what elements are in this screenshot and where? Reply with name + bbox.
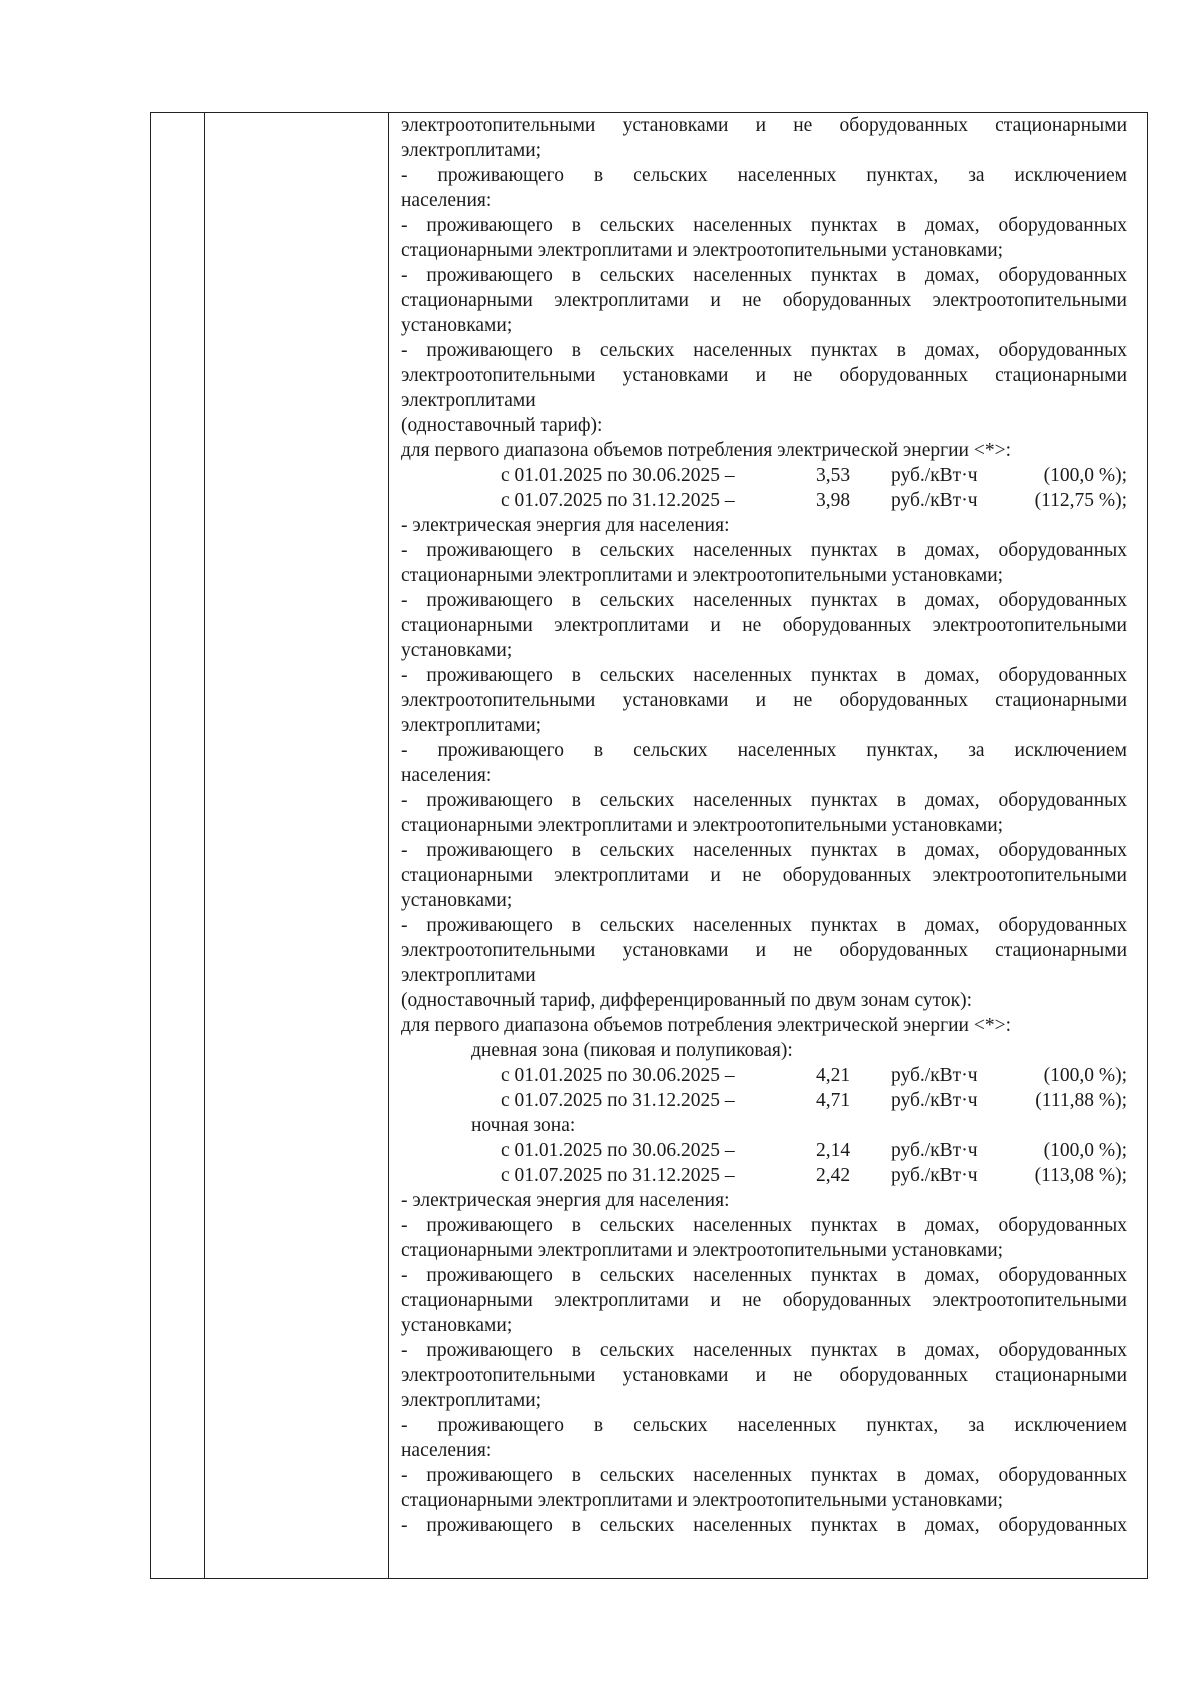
rate-percent: (112,75 %); bbox=[1034, 490, 1127, 511]
text-line: стационарными электроплитами и электроотопительными установками; bbox=[401, 815, 1004, 836]
rate-period: с 01.01.2025 по 30.06.2025 – bbox=[501, 1140, 735, 1161]
text-line: (одноставочный тариф, дифференцированный по двум зонам суток): bbox=[401, 990, 972, 1011]
text-line: электроотопительными установками и не оборудованных стационарными bbox=[401, 1365, 1127, 1386]
text-line: электроплитами bbox=[401, 965, 536, 986]
text-line: стационарными электроплитами и электроотопительными установками; bbox=[401, 565, 1004, 586]
text-line: стационарными электроплитами и не оборудованных электроотопительными bbox=[401, 865, 1127, 886]
text-line: - электрическая энергия для населения: bbox=[401, 1190, 730, 1211]
text-line: стационарными электроплитами и не оборудованных электроотопительными bbox=[401, 290, 1127, 311]
text-line: электроплитами; bbox=[401, 140, 542, 161]
text-line: для первого диапазона объемов потребления электрической энергии <*>: bbox=[401, 440, 1012, 461]
rate-unit: руб./кВт·ч bbox=[891, 1165, 978, 1186]
text-line: стационарными электроплитами и электроотопительными установками; bbox=[401, 1240, 1004, 1261]
text-line: - проживающего в сельских населенных пунктах, за исключением bbox=[401, 740, 1127, 761]
time-zone-heading: ночная зона: bbox=[471, 1115, 576, 1136]
text-line: электроотопительными установками и не оборудованных стационарными bbox=[401, 115, 1127, 136]
tariff-rate-row bbox=[401, 1063, 1127, 1088]
rate-percent: (113,08 %); bbox=[1034, 1165, 1127, 1186]
rate-percent: (111,88 %); bbox=[1035, 1090, 1127, 1111]
text-line: стационарными электроплитами и не оборудованных электроотопительными bbox=[401, 1290, 1127, 1311]
rate-percent: (100,0 %); bbox=[1043, 1140, 1127, 1161]
rate-value: 2,14 bbox=[816, 1140, 851, 1161]
text-line: - проживающего в сельских населенных пунктах в домах, оборудованных bbox=[401, 1215, 1127, 1236]
text-line: - проживающего в сельских населенных пунктах в домах, оборудованных bbox=[401, 340, 1127, 361]
text-line: - проживающего в сельских населенных пунктах в домах, оборудованных bbox=[401, 540, 1127, 561]
text-line: - проживающего в сельских населенных пунктах в домах, оборудованных bbox=[401, 665, 1127, 686]
text-line: установками; bbox=[401, 315, 513, 336]
rate-period: с 01.01.2025 по 30.06.2025 – bbox=[501, 1065, 735, 1086]
text-line: - электрическая энергия для населения: bbox=[401, 515, 730, 536]
rate-period: с 01.07.2025 по 31.12.2025 – bbox=[501, 490, 735, 511]
text-line: электроплитами; bbox=[401, 715, 542, 736]
rate-percent: (100,0 %); bbox=[1043, 1065, 1127, 1086]
text-line: установками; bbox=[401, 640, 513, 661]
tariff-rate-row bbox=[401, 463, 1127, 488]
text-line: населения: bbox=[401, 190, 492, 211]
rate-value: 3,53 bbox=[816, 465, 851, 486]
text-line: - проживающего в сельских населенных пунктах в домах, оборудованных bbox=[401, 840, 1127, 861]
text-line: установками; bbox=[401, 890, 513, 911]
text-line: - проживающего в сельских населенных пунктах в домах, оборудованных bbox=[401, 1340, 1127, 1361]
rate-unit: руб./кВт·ч bbox=[891, 1090, 978, 1111]
rate-value: 3,98 bbox=[816, 490, 851, 511]
tariff-rate-row bbox=[401, 1138, 1127, 1163]
column-divider bbox=[204, 113, 205, 1578]
rate-period: с 01.01.2025 по 30.06.2025 – bbox=[501, 465, 735, 486]
text-line: - проживающего в сельских населенных пунктах в домах, оборудованных bbox=[401, 590, 1127, 611]
rate-value: 2,42 bbox=[816, 1165, 851, 1186]
text-line: - проживающего в сельских населенных пунктах в домах, оборудованных bbox=[401, 1265, 1127, 1286]
rate-period: с 01.07.2025 по 31.12.2025 – bbox=[501, 1165, 735, 1186]
tariff-rate-row bbox=[401, 1163, 1127, 1188]
text-line: электроотопительными установками и не оборудованных стационарными bbox=[401, 690, 1127, 711]
rate-unit: руб./кВт·ч bbox=[891, 1140, 978, 1161]
tariff-table bbox=[150, 112, 1148, 1579]
text-line: - проживающего в сельских населенных пунктах в домах, оборудованных bbox=[401, 915, 1127, 936]
rate-percent: (100,0 %); bbox=[1043, 465, 1127, 486]
text-line: населения: bbox=[401, 1440, 492, 1461]
text-line: электроотопительными установками и не оборудованных стационарными bbox=[401, 940, 1127, 961]
text-line: населения: bbox=[401, 765, 492, 786]
rate-value: 4,71 bbox=[816, 1090, 851, 1111]
tariff-rate-row bbox=[401, 1088, 1127, 1113]
text-line: - проживающего в сельских населенных пунктах, за исключением bbox=[401, 1415, 1127, 1436]
text-line: - проживающего в сельских населенных пунктах в домах, оборудованных bbox=[401, 215, 1127, 236]
text-line: стационарными электроплитами и не оборудованных электроотопительными bbox=[401, 615, 1127, 636]
text-line: - проживающего в сельских населенных пунктах в домах, оборудованных bbox=[401, 790, 1127, 811]
text-line: - проживающего в сельских населенных пунктах в домах, оборудованных bbox=[401, 1515, 1127, 1536]
text-line: (одноставочный тариф): bbox=[401, 415, 603, 436]
tariff-description-cell bbox=[401, 113, 1127, 1538]
text-line: - проживающего в сельских населенных пунктах в домах, оборудованных bbox=[401, 265, 1127, 286]
text-line: установками; bbox=[401, 1315, 513, 1336]
tariff-rate-row bbox=[401, 488, 1127, 513]
rate-unit: руб./кВт·ч bbox=[891, 465, 978, 486]
column-divider bbox=[388, 113, 389, 1578]
rate-unit: руб./кВт·ч bbox=[891, 490, 978, 511]
text-line: для первого диапазона объемов потребления электрической энергии <*>: bbox=[401, 1015, 1012, 1036]
text-line: стационарными электроплитами и электроотопительными установками; bbox=[401, 240, 1004, 261]
text-line: стационарными электроплитами и электроотопительными установками; bbox=[401, 1490, 1004, 1511]
rate-unit: руб./кВт·ч bbox=[891, 1065, 978, 1086]
text-line: - проживающего в сельских населенных пунктах в домах, оборудованных bbox=[401, 1465, 1127, 1486]
text-line: электроотопительными установками и не оборудованных стационарными bbox=[401, 365, 1127, 386]
rate-period: с 01.07.2025 по 31.12.2025 – bbox=[501, 1090, 735, 1111]
text-line: - проживающего в сельских населенных пунктах, за исключением bbox=[401, 165, 1127, 186]
text-line: электроплитами; bbox=[401, 1390, 542, 1411]
rate-value: 4,21 bbox=[816, 1065, 851, 1086]
time-zone-heading: дневная зона (пиковая и полупиковая): bbox=[471, 1040, 793, 1061]
text-line: электроплитами bbox=[401, 390, 536, 411]
